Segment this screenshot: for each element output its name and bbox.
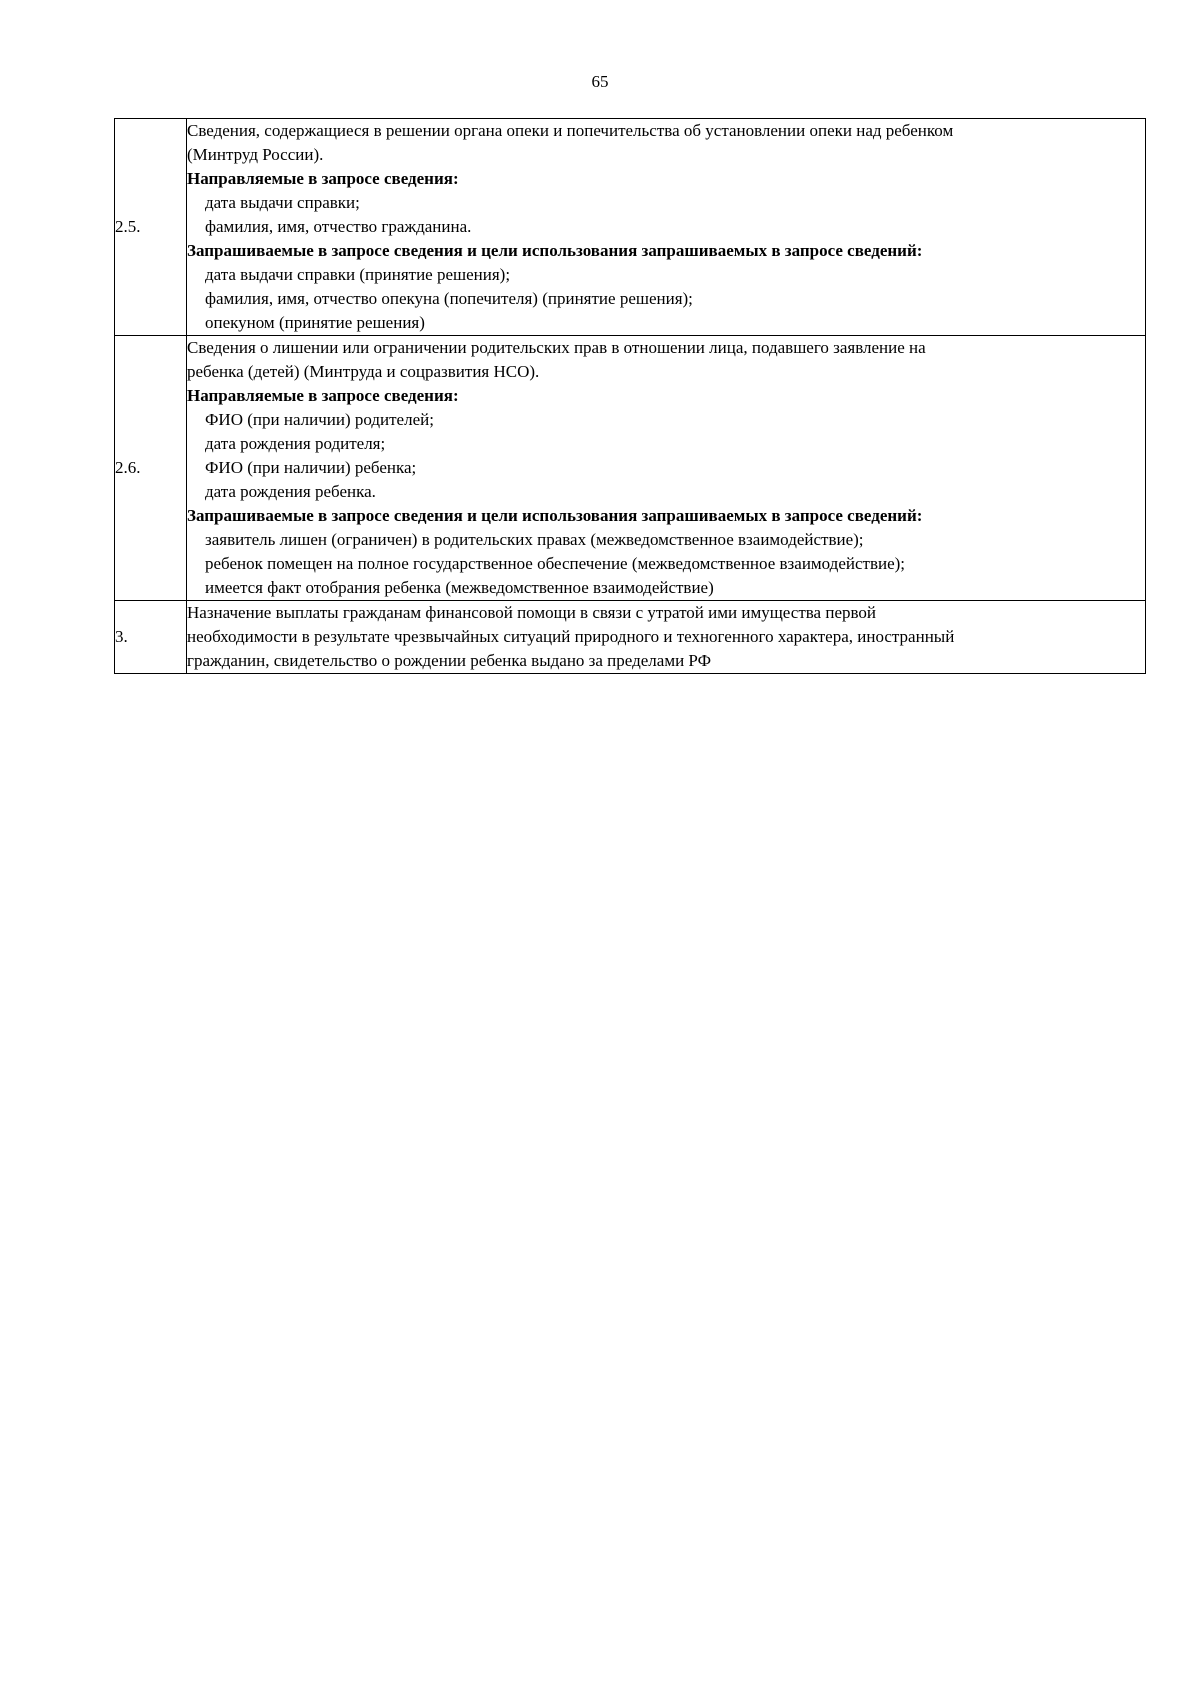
list-item: имеется факт отобрания ребенка (межведомственное взаимодействие)	[205, 578, 714, 597]
row-title-line: гражданин, свидетельство о рождении ребенка выдано за пределами РФ	[187, 651, 712, 670]
section-heading-sent: Направляемые в запросе сведения:	[187, 386, 459, 405]
services-table	[114, 118, 1146, 674]
row-number: 2.6.	[115, 336, 187, 601]
row-number: 3.	[115, 601, 187, 674]
section-heading-sent: Направляемые в запросе сведения:	[187, 169, 459, 188]
list-item: дата рождения ребенка.	[205, 482, 376, 501]
row-content	[187, 119, 1146, 336]
page-number: 65	[591, 72, 609, 91]
list-item: фамилия, имя, отчество гражданина.	[205, 217, 472, 236]
table-row	[115, 601, 1146, 674]
row-title-line: Сведения, содержащиеся в решении органа опеки и попечительства об установлении опеки над ребенком	[187, 121, 954, 140]
row-content	[187, 336, 1146, 601]
list-item: фамилия, имя, отчество опекуна (попечителя) (принятие решения);	[205, 289, 693, 308]
row-title-line: (Минтруд России).	[187, 145, 324, 164]
list-item: ФИО (при наличии) родителей;	[205, 410, 434, 429]
row-number: 2.5.	[115, 119, 187, 336]
list-item: дата рождения родителя;	[205, 434, 386, 453]
row-title-line: ребенка (детей) (Минтруда и соцразвития НСО).	[187, 362, 540, 381]
row-content	[187, 601, 1146, 674]
table-row	[115, 119, 1146, 336]
table-row	[115, 336, 1146, 601]
section-heading-requested: Запрашиваемые в запросе сведения и цели использования запрашиваемых в запросе сведений:	[187, 241, 923, 260]
list-item: опекуном (принятие решения)	[205, 313, 425, 332]
list-item: ФИО (при наличии) ребенка;	[205, 458, 417, 477]
list-item: заявитель лишен (ограничен) в родительских правах (межведомственное взаимодействие);	[205, 530, 864, 549]
section-heading-requested: Запрашиваемые в запросе сведения и цели использования запрашиваемых в запросе сведений:	[187, 506, 923, 525]
row-title-line: Сведения о лишении или ограничении родительских прав в отношении лица, подавшего заявление на	[187, 338, 926, 357]
list-item: дата выдачи справки (принятие решения);	[205, 265, 511, 284]
list-item: дата выдачи справки;	[205, 193, 360, 212]
list-item: ребенок помещен на полное государственное обеспечение (межведомственное взаимодействие);	[205, 554, 906, 573]
row-title-line: Назначение выплаты гражданам финансовой помощи в связи с утратой ими имущества первой	[187, 603, 876, 622]
row-title-line: необходимости в результате чрезвычайных ситуаций природного и техногенного характера, иностранный	[187, 627, 955, 646]
